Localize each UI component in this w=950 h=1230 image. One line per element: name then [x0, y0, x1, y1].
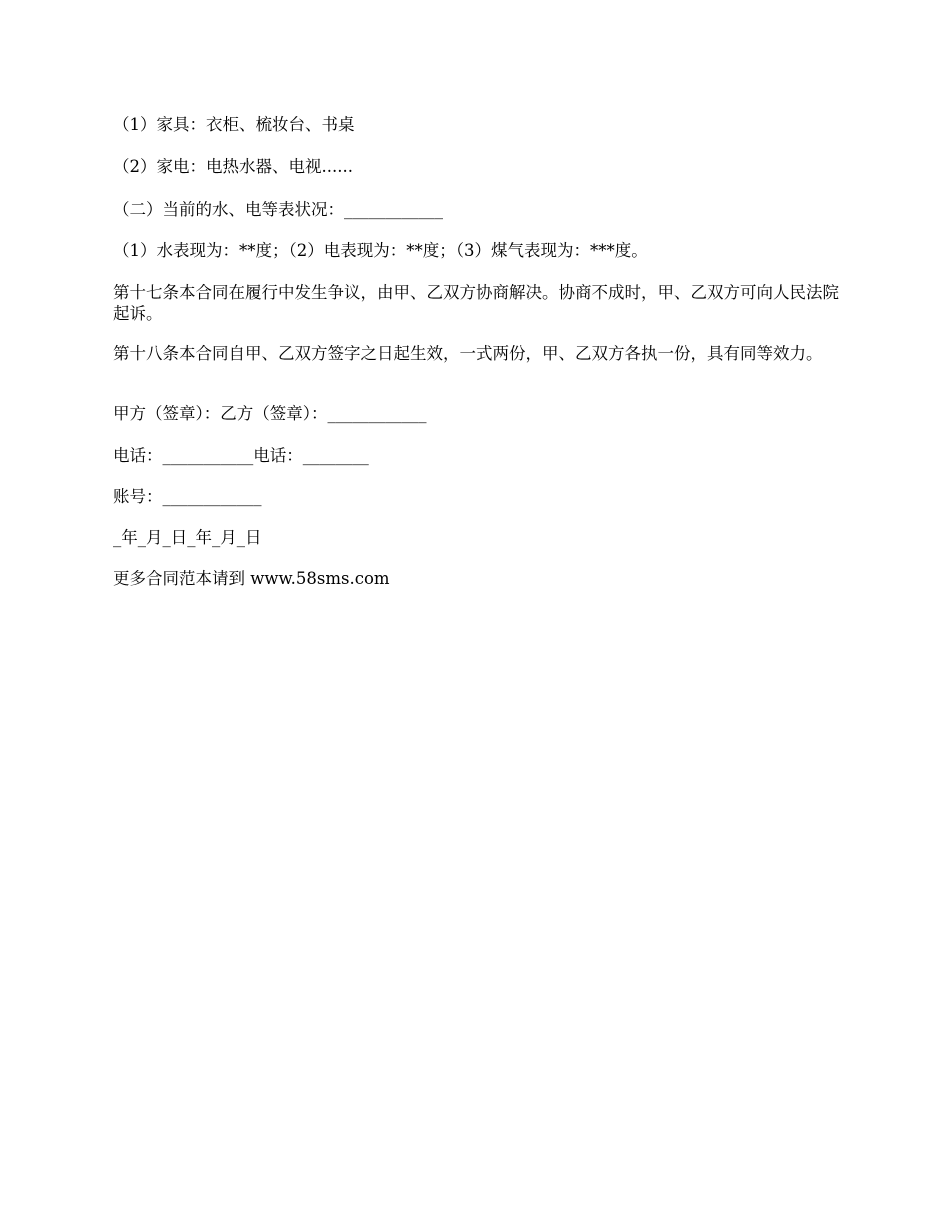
document-page	[113, 0, 840, 1230]
account-line: 账号：____________	[113, 487, 262, 506]
article-17-paragraph: 第十七条本合同在履行中发生争议，由甲、乙双方协商解决。协商不成时，甲、乙双方可向人民法院起诉。	[113, 283, 839, 323]
meter-status-heading: （二）当前的水、电等表状况：____________	[113, 200, 443, 219]
article-18-paragraph: 第十八条本合同自甲、乙双方签字之日起生效，一式两份，甲、乙双方各执一份，具有同等效力。	[113, 344, 823, 363]
appliance-item-line: （2）家电：电热水器、电视......	[113, 157, 353, 176]
furniture-item-line: （1）家具：衣柜、梳妆台、书桌	[113, 115, 355, 134]
meter-readings-line: （1）水表现为：**度；（2）电表现为：**度；（3）煤气表现为：***度。	[113, 241, 648, 260]
phone-line: 电话：___________电话：________	[113, 446, 369, 465]
website-footer-line: 更多合同范本请到 www.58sms.com	[113, 569, 390, 588]
date-line: _年_月_日_年_月_日	[113, 528, 262, 547]
signature-line: 甲方（签章）：乙方（签章）：____________	[113, 404, 427, 423]
